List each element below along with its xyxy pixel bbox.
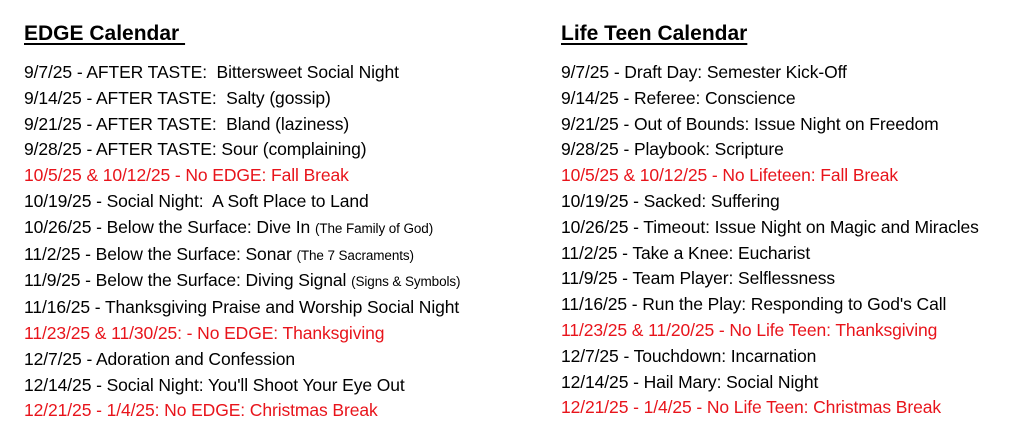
entry-note: (Signs & Symbols) <box>351 274 461 290</box>
life-teen-calendar <box>561 20 1021 421</box>
life-teen-calendar-list <box>561 60 1021 421</box>
entry-text: 9/21/25 - AFTER TASTE: Bland (laziness) <box>24 113 350 134</box>
entry-text: 12/7/25 - Adoration and Confession <box>24 348 295 369</box>
calendar-entry: 10/26/25 - Timeout: Issue Night on Magic and Miracles <box>561 216 979 237</box>
calendar-entry-break <box>24 163 524 189</box>
calendar-entry <box>24 373 524 399</box>
calendar-entry-break: 10/5/25 & 10/12/25 - No Lifeteen: Fall Break <box>561 165 899 186</box>
edge-calendar-title: EDGE Calendar <box>24 22 186 45</box>
entry-text: 11/2/25 - Below the Surface: Sonar <box>24 243 297 264</box>
calendar-entry-break <box>24 321 524 347</box>
calendar-entry: 9/14/25 - Referee: Conscience <box>561 87 796 108</box>
calendar-entry <box>24 189 524 215</box>
calendar-entry-break: 12/21/25 - 1/4/25 - No Life Teen: Christmas Break <box>561 397 941 418</box>
entry-text: 9/7/25 - AFTER TASTE: Bittersweet Social Night <box>24 62 399 82</box>
calendar-entry: 12/7/25 - Touchdown: Incarnation <box>561 345 817 366</box>
entry-note: (The 7 Sacraments) <box>296 247 414 263</box>
entry-text: 11/16/25 - Thanksgiving Praise and Worship Social Night <box>24 297 460 318</box>
entry-text: 12/14/25 - Social Night: You'll Shoot Your Eye Out <box>24 374 405 395</box>
calendar-entry: 12/14/25 - Hail Mary: Social Night <box>561 371 819 392</box>
entry-note: (The Family of God) <box>314 220 434 236</box>
calendar-entry <box>24 86 524 112</box>
entry-text: 11/23/25 & 11/30/25: - No EDGE: Thanksgiving <box>24 322 385 343</box>
calendar-entry: 11/2/25 - Take a Knee: Eucharist <box>561 242 811 263</box>
entry-text: 10/19/25 - Social Night: A Soft Place to Land <box>24 190 369 211</box>
entry-text: 9/28/25 - AFTER TASTE: Sour (complaining) <box>24 139 367 160</box>
calendar-entry: 9/28/25 - Playbook: Scripture <box>561 139 784 160</box>
calendar-entry <box>24 268 524 295</box>
life-teen-calendar-title: Life Teen Calendar <box>561 22 748 45</box>
entry-text: 12/21/25 - 1/4/25: No EDGE: Christmas Break <box>24 400 378 421</box>
calendar-entry: 11/16/25 - Run the Play: Responding to God's Call <box>561 294 947 315</box>
edge-calendar <box>24 20 524 424</box>
calendar-entry <box>24 60 524 86</box>
calendar-entry <box>24 215 524 242</box>
calendar-entry <box>24 347 524 373</box>
calendar-entry <box>24 295 524 321</box>
calendar-entry <box>24 137 524 163</box>
calendar-entry: 11/9/25 - Team Player: Selflessness <box>561 268 836 289</box>
calendar-entry: 9/7/25 - Draft Day: Semester Kick-Off <box>561 62 847 82</box>
calendar-entry: 9/21/25 - Out of Bounds: Issue Night on Freedom <box>561 113 939 134</box>
calendar-entry: 10/19/25 - Sacked: Suffering <box>561 190 780 211</box>
entry-text: 11/9/25 - Below the Surface: Diving Signal <box>24 270 352 291</box>
calendar-entry <box>24 112 524 138</box>
entry-text: 9/14/25 - AFTER TASTE: Salty (gossip) <box>24 87 331 108</box>
calendar-entry-break: 11/23/25 & 11/20/25 - No Life Teen: Thanksgiving <box>561 319 938 340</box>
calendar-entry <box>24 242 524 269</box>
entry-text: 10/26/25 - Below the Surface: Dive In <box>24 216 315 237</box>
calendar-entry-break <box>24 398 524 424</box>
edge-calendar-list <box>24 60 524 424</box>
entry-text: 10/5/25 & 10/12/25 - No EDGE: Fall Break <box>24 165 349 186</box>
